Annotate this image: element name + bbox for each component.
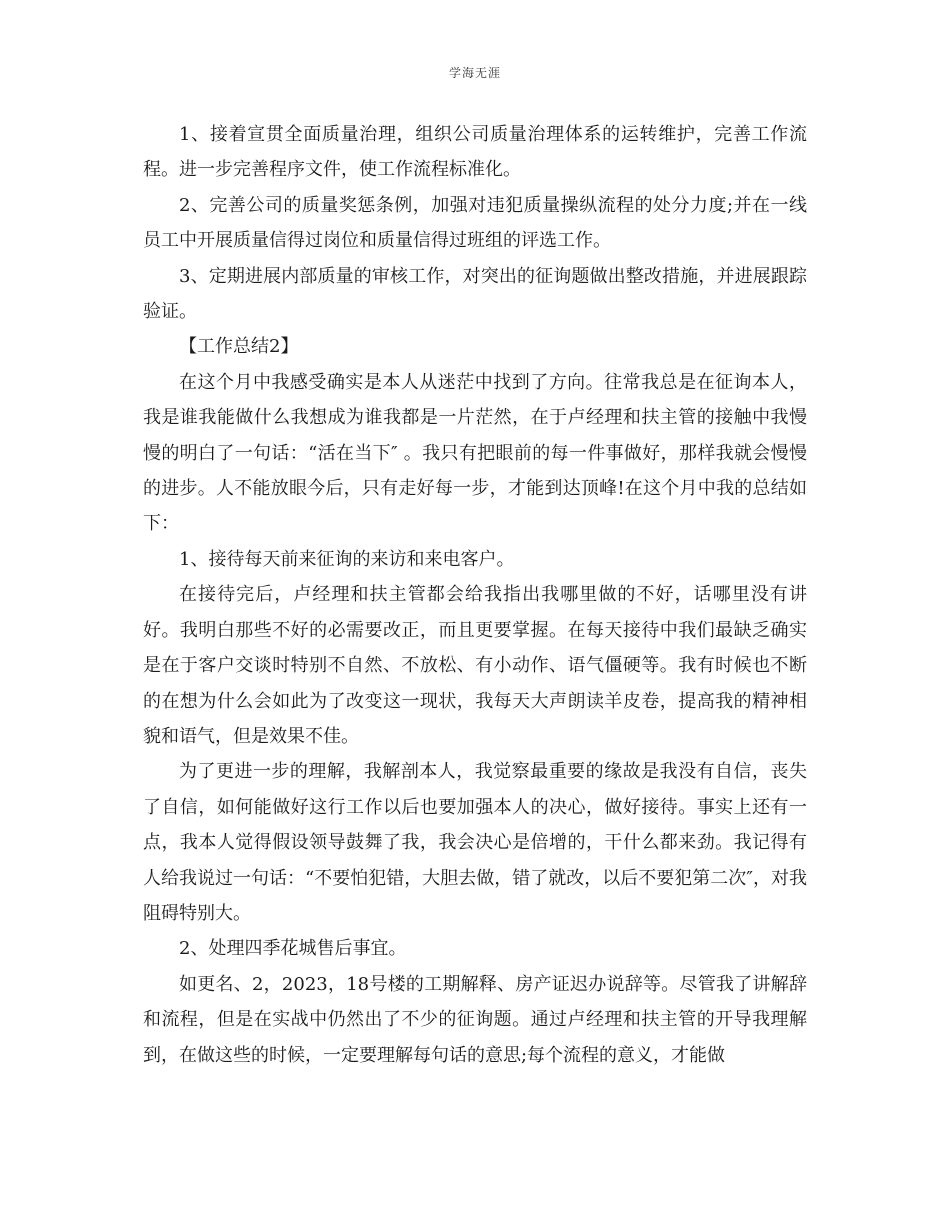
paragraph-item-1: 1、接着宣贯全面质量治理，组织公司质量治理体系的运转维护，完善工作流程。进一步完善程序文件，使工作流程标准化。 (143, 124, 807, 181)
paragraph-item-2: 2、完善公司的质量奖惩条例，加强对违犯质量操纵流程的处分力度;并在一线员工中开展质量信得过岗位和质量信得过班组的评选工作。 (143, 194, 807, 252)
paragraph-after-sales: 如更名、2，2023，18号楼的工期解释、房产证迟办说辞等。尽管我了讲解辞和流程，但是在实战中仍然出了不少的征询题。通过卢经理和扶主管的开导我理解到，在做这些的时候，一定要理解每句话的意思;每个流程的意义，才能做 (143, 973, 807, 1066)
paragraph-self-analysis: 为了更进一步的理解，我解剖本人，我觉察最重要的缘故是我没有自信，丧失了自信，如何能做好这行工作以后也要加强本人的决心，做好接待。事实上还有一点，我本人觉得假设领导鼓舞了我，我会决心是倍增的，干什么都来劲。我记得有人给我说过一句话：“不要怕犯错，大胆去做，错了就改，以后不要犯第二次″，对我阻碍特别大。 (143, 761, 807, 924)
list-item-2: 2、处理四季花城售后事宜。 (179, 938, 407, 960)
list-item-1: 1、接待每天前来征询的来访和来电客户。 (179, 548, 515, 570)
document-body (143, 117, 807, 1073)
section-heading: 【工作总结2】 (179, 336, 299, 358)
paragraph-item-3: 3、定期进展内部质量的审核工作，对突出的征询题做出整改措施，并进展跟踪验证。 (143, 265, 807, 323)
paragraph-reception: 在接待完后，卢经理和扶主管都会给我指出我哪里做的不好，话哪里没有讲好。我明白那些不好的必需要改正，而且更要掌握。在每天接待中我们最缺乏确实是在于客户交谈时特别不自然、不放松、有小动作、语气僵硬等。我有时候也不断的在想为什么会如此为了改变这一现状，我每天大声朗读羊皮卷，提高我的精神相貌和语气，但是效果不佳。 (143, 584, 807, 747)
page-header: 学海无涯 (448, 66, 501, 80)
paragraph-intro: 在这个月中我感受确实是本人从迷茫中找到了方向。往常我总是在征询本人，我是谁我能做什么我想成为谁我都是一片茫然，在于卢经理和扶主管的接触中我慢慢的明白了一句话：“活在当下″ 。我只有把眼前的每一件事做好，那样我就会慢慢的进步。人不能放眼今后，只有走好每一步，才能到达顶峰!在这个月中我的总结如下： (143, 371, 807, 535)
